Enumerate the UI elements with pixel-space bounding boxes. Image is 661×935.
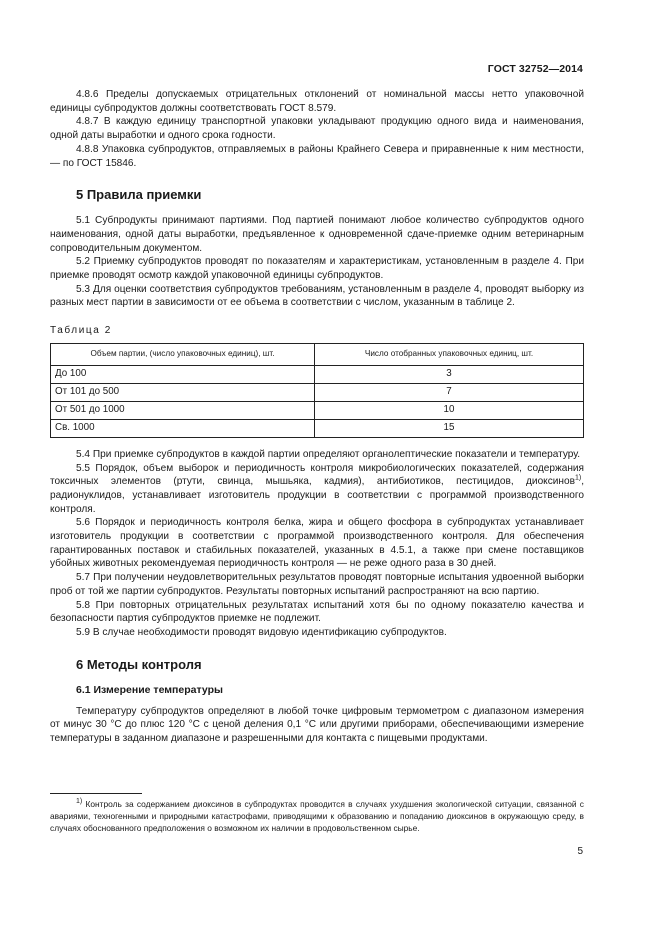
paragraph-5-5	[50, 462, 584, 517]
paragraph-4-8-7: 4.8.7 В каждую единицу транспортной упаковки укладывают продукцию одного вида и наименования, одной даты выработки и одного срока годности.	[50, 116, 584, 142]
footnote-reference: 1)	[574, 474, 582, 482]
section-6-heading: 6 Методы контроля	[76, 656, 202, 672]
standard-code: ГОСТ 32752—2014	[487, 63, 583, 75]
section-5-heading: 5 Правила приемки	[76, 187, 202, 203]
table-cell-sample-count: 15	[315, 419, 584, 437]
table-row	[51, 401, 584, 419]
footnote-marker: 1)	[76, 798, 83, 806]
sample-size-table	[50, 343, 584, 438]
paragraph-4-8-8: 4.8.8 Упаковка субпродуктов, отправляемых в районы Крайнего Севера и приравненные к ним местности, — по ГОСТ 15846.	[50, 143, 584, 169]
table-cell-sample-count: 10	[315, 401, 584, 419]
table-row	[51, 365, 584, 383]
paragraph-5-2: 5.2 Приемку субпродуктов проводят по показателям и характеристикам, установленным в разделе 4. При приемке проводят осмотр каждой упаковочной единицы субпродуктов.	[50, 256, 584, 282]
footnote-divider	[50, 793, 142, 794]
paragraph-5-5-text-start: 5.5 Порядок, объем выборок и периодичность контроля микробиологических показателей, содержания токсичных элементов (ртути, свинца, мышьяка, кадмия), антибиотиков, пестицидов, диоксинов	[50, 462, 584, 488]
table-header-sample-count: Число отобранных упаковочных единиц, шт.	[315, 343, 584, 365]
paragraph-5-7: 5.7 При получении неудовлетворительных результатов проводят повторные испытания удвоенной выборки проб от той же партии субпродуктов. Результаты повторных испытаний распространяют на всю партию.	[50, 572, 584, 597]
table-caption: Таблица 2	[50, 325, 112, 337]
table-row	[51, 419, 584, 437]
footnote-text: Контроль за содержанием диоксинов в субпродуктах проводится в случаях ухудшения экологической ситуации, связанной с авариями, техногенными и природными катастрофами, приводящими к образованию и попаданию диоксинов в окружающую среду, в случаях обоснованного предположения о возможном их наличии в продовольственном сырье.	[50, 799, 584, 834]
paragraph-5-3: 5.3 Для оценки соответствия субпродуктов требованиям, установленным в разделе 4, проводят выборку из разных мест партии в зависимости от ее объема в соответствии с числом, указанным в таблице 2.	[50, 283, 584, 309]
table-row	[51, 383, 584, 401]
table-header-lot-size: Объем партии, (число упаковочных единиц), шт.	[51, 343, 315, 365]
subsection-6-1-heading: 6.1 Измерение температуры	[76, 683, 223, 696]
table-cell-lot-size: До 100	[51, 365, 315, 383]
paragraph-5-9: 5.9 В случае необходимости проводят видовую идентификацию субпродуктов.	[76, 626, 447, 638]
table-cell-sample-count: 3	[315, 365, 584, 383]
paragraph-4-8-6: 4.8.6 Пределы допускаемых отрицательных отклонений от номинальной массы нетто упаковочной единицы субпродуктов должны соответствовать ГОСТ 8.579.	[50, 89, 584, 114]
footnote	[50, 798, 584, 835]
table-cell-sample-count: 7	[315, 383, 584, 401]
table-cell-lot-size: От 501 до 1000	[51, 401, 315, 419]
table-cell-lot-size: Св. 1000	[51, 419, 315, 437]
page-number: 5	[577, 846, 583, 857]
paragraph-5-8: 5.8 При повторных отрицательных результатах испытаний хотя бы по одному показателю качества и безопасности партия субпродуктов приемке не подлежит.	[50, 599, 584, 625]
paragraph-5-6: 5.6 Порядок и периодичность контроля белка, жира и общего фосфора в субпродуктах устанавливает изготовитель продукции в соответствии с программой производственного контроля. Для обеспечения гарантированных поставок и стабильных показателей, указанных в 4.5.1, а также при смене поставщиков убойных животных рекомендуемая периодичность контроля — не реже одного раза в 30 дней.	[50, 517, 584, 570]
table-header-row	[51, 343, 584, 365]
paragraph-5-5-text-end: , радионуклидов, устанавливает изготовитель продукции в соответствии с программой производственного контроля.	[50, 476, 584, 515]
paragraph-6-1: Температуру субпродуктов определяют в любой точке цифровым термометром с диапазоном измерения от минус 30 °С до плюс 120 °С с ценой деления 0,1 °С или другими приборами, обеспечивающими измерение температуры в заданном диапазоне и разрешенными для контакта с пищевыми продуктами.	[50, 705, 584, 745]
table-cell-lot-size: От 101 до 500	[51, 383, 315, 401]
paragraph-5-4: 5.4 При приемке субпродуктов в каждой партии определяют органолептические показатели и температуру.	[76, 448, 581, 460]
paragraph-5-1: 5.1 Субпродукты принимают партиями. Под партией понимают любое количество субпродуктов одного наименования, одной даты выработки, предъявленное к одновременной сдаче-приемке одним ветеринарным сопроводительным документом.	[50, 215, 584, 254]
main-content	[50, 88, 584, 746]
